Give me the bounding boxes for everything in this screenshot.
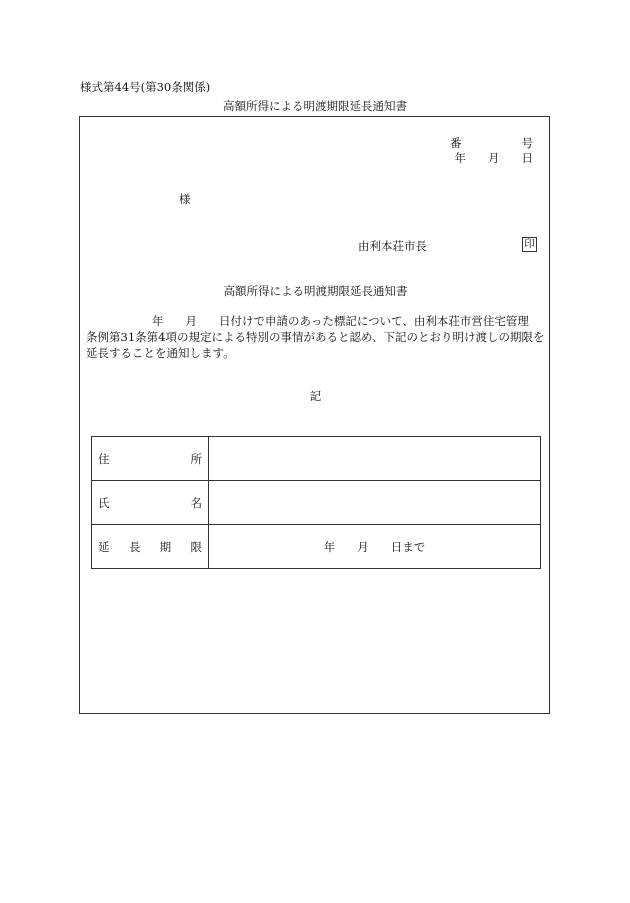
date-month: 月 xyxy=(488,151,500,165)
notice-body xyxy=(86,313,546,361)
address-value[interactable] xyxy=(209,437,541,481)
name-value[interactable] xyxy=(209,481,541,525)
para-line3: 延長することを通知します。 xyxy=(86,346,235,360)
period-value[interactable] xyxy=(209,525,541,569)
document-date xyxy=(455,150,534,166)
table-row xyxy=(92,525,541,569)
document-title: 高額所得による明渡期限延長通知書 xyxy=(223,99,407,113)
address-label: 住 所 xyxy=(92,437,209,481)
date-year: 年 xyxy=(454,151,466,165)
ki-heading: 記 xyxy=(309,389,322,403)
form-number-label: 様式第44号(第30条関係) xyxy=(80,80,211,94)
document-number xyxy=(450,135,533,151)
number-ban: 番 xyxy=(450,136,462,150)
detail-table xyxy=(91,436,541,569)
recipient-suffix: 様 xyxy=(179,192,191,206)
para-line1: 日付けで申請のあった標記について、由利本荘市営住宅管理 xyxy=(219,314,529,328)
table-row xyxy=(92,481,541,525)
para-line2: 条例第31条第4項の規定による特別の事情があると認め、下記のとおり明け渡しの期限を xyxy=(86,330,545,344)
notice-title: 高額所得による明渡期限延長通知書 xyxy=(223,284,408,298)
period-year: 年 xyxy=(323,539,336,554)
para-year: 年 xyxy=(152,314,164,328)
period-label: 延 長 期 限 xyxy=(92,525,209,569)
period-until: 日まで xyxy=(390,539,426,554)
name-label: 氏 名 xyxy=(92,481,209,525)
document-frame xyxy=(79,116,550,714)
para-month: 月 xyxy=(185,314,197,328)
table-row xyxy=(92,437,541,481)
issuer-name: 由利本荘市長 xyxy=(358,239,427,253)
period-month: 月 xyxy=(357,539,369,554)
date-day: 日 xyxy=(521,151,533,165)
seal-mark: 印 xyxy=(522,237,537,252)
number-go: 号 xyxy=(521,136,533,150)
